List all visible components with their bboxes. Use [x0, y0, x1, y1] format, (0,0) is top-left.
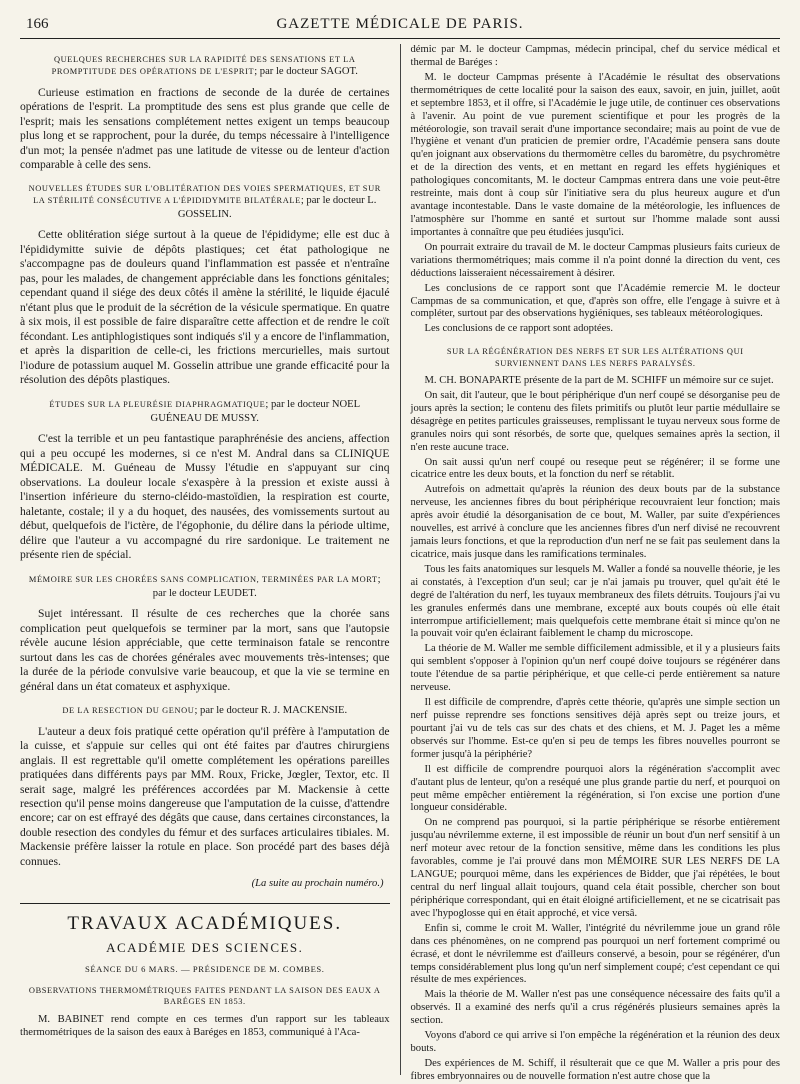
columns — [20, 44, 781, 1082]
article-paragraph: On sait, dit l'auteur, que le bout périphérique d'un nerf coupé se désorganise peu de jours après la section; le contenu des filets primitifs ou plutôt leur partie médullaire se désagrège en petites particules graisseuses, remplissant le tuyau nerveux sous forme de granules noirs qui sont résorbés, de sorte que, quelques semaines après la section, il n'en reste aucune trace. — [410, 389, 781, 453]
article-paragraph: L'auteur a deux fois pratiqué cette opération qu'il préfère à l'amputation de la cuisse, et s'appuie sur celles qui ont été faites par d'autres chirurgiens anglais. Il est regrettable qu'il omette complétement les opérations pareilles pratiquées dans différents pays par MM. Roux, Fricke, Jœgler, Textor, etc. Il serait sage, malgré les préférences accordées par M. Mackensie à cette resection qu'il pense moins dangereuse que l'amputation de la cuisse, d'attendre encore; car on est effrayé des dégâts que cause, dans certaines circonstances, la double resection des condyles du fémur et des surfaces articulaires tibiales. M. Mackensie préfère laisser la rotule en place. Son procédé part des bases déjà connues. — [20, 724, 390, 868]
continued-note: (La suite au prochain numéro.) — [251, 878, 384, 890]
left-column — [20, 44, 390, 1075]
academy-name: ACADÉMIE DES SCIENCES. — [106, 939, 304, 955]
page-number: 166 — [26, 16, 49, 32]
page-header — [20, 14, 780, 39]
article-title-gueneau: ÉTUDES SUR LA PLEURÉSIE DIAPHRAGMATIQUE; par le docteur NOEL GUÉNEAU DE MUSSY. — [49, 398, 361, 425]
article-paragraph: On pourrait extraire du travail de M. le docteur Campmas plusieurs faits curieux de variations thermométriques; mais comme il n'a point donné la direction du vent, ces déductions laisseraient nécessairement à désirer. — [410, 241, 781, 279]
article-title-sagot: QUELQUES RECHERCHES SUR LA RAPIDITÉ DES SENSATIONS ET LA PROMPTITUDE DES OPÉRATIONS DE L'ESPRIT; par le docteur SAGOT. — [51, 55, 358, 78]
right-column — [410, 44, 781, 1082]
section-heading: TRAVAUX ACADÉMIQUES. — [20, 903, 390, 936]
article-paragraph: On ne comprend pas pourquoi, si la partie périphérique se résorbe entièrement jusqu'au névrilemme externe, il est impossible de réunir un bout d'un nerf sensitif à un nerf moteur avec retour de la fonction sensitive, même dans les conditions les plus favorables, comme je l'ai prouvé dans mon MÉMOIRE SUR LES NERFS DE LA LANGUE; pourquoi même, dans les expériences de Bidder, que j'ai répétées, le bout central du nerf lingual allait toujours, quand cela était possible, chercher son bout périphérique correspondant, qui en était éloigné artificiellement, et ne se cicatrisait pas avec l'hypoglosse qui en était approché, et vice versâ. — [410, 817, 781, 919]
article-paragraph: M. CH. BONAPARTE présente de la part de M. SCHIFF un mémoire sur ce sujet. — [424, 374, 774, 386]
article-paragraph: La théorie de M. Waller me semble difficilement admissible, et il y a plusieurs faits qui semblent s'opposer à l'opinion qu'un nerf coupé doive toujours se régénérer dans toute l'étendue de sa partie périphérique, et que celle-ci perde entièrement sa nature nerveuse. — [410, 643, 781, 694]
article-paragraph: Il est difficile de comprendre, d'après cette théorie, qu'après une simple section un nerf puisse reprendre ses fonctions sensitives déjà après sept ou treize jours, et pourtant j'ai vu de tels cas sur des chats et des chiens, et M. J. Paget les a même observés sur l'homme. Est-ce qu'en si peu de temps les fibres nouvelles pourront se former jusqu'à la périphérie? — [410, 697, 781, 760]
article-paragraph: Les conclusions de ce rapport sont adoptées. — [424, 323, 614, 335]
article-paragraph: M. le docteur Campmas présente à l'Académie le résultat des observations thermométriques de cette localité pour la saison des eaux, savoir, en juin, juillet, août et septembre 1853, et il offre, si l'Académie le juge utile, de continuer ces observations à l'avenir. Au point de vue purement scientifique et pour les progrès de la météorologie, son travail serait d'une importance secondaire; mais au point de vue de l'hygiène et venant d'un praticien de premier ordre, l'Académie pensera sans doute qu'en joignant aux observations du thermomètre celles du baromètre, du psychromètre et de la direction des vents, et en mettant en regard les effets hygiéniques et pathologiques concomitants, M. le docteur Campmas entrera dans une voie peut-être restreinte, mais dont à coup sûr l'initiative sera du plus heureux augure et d'un avantage incontestable. Dans le vaste domaine de la météorologie, les influences de l'atmosphère sur l'homme en santé et surtout sur l'homme malade sont aussi importantes à connaître que peu étudiées jusqu'ici. — [410, 71, 781, 238]
article-paragraph: Les conclusions de ce rapport sont que l'Académie remercie M. le docteur Campmas de sa communication, et que, d'après son offre, elle l'engage à suivre et à compléter, surtout par des observations hygiéniques, ses tableaux météorologiques. — [410, 282, 781, 320]
session-line: SÉANCE DU 6 MARS. — PRÉSIDENCE DE M. COMBES. — [84, 964, 325, 975]
article-paragraph: Des expériences de M. Schiff, il résulterait que ce que M. Waller a pris pour des fibres embryonnaires ou de nouvelle formation n'est autre chose que la — [410, 1057, 781, 1082]
column-divider — [400, 44, 401, 1075]
article-paragraph: Cette oblitération siége surtout à la queue de l'épididyme; elle est duc à l'épididymitte suivie de dépôts plastiques; cet état pathologique ne s'accompagne pas de douleurs quand l'inflammation est passée et n'entraîne pas, pour les malades, de changement appréciable dans les fonctions génitales; cependant quand il siége des deux côtés il amène la stérilité, le liquide éjaculé n'étant plus que le produit de la sécrétion de la vésicule spermatique. En quatre à six mois, il est possible de faire disparaître cette affection et de rendre le coït fécondant. Les antiphlogistiques sont indiqués s'il y a encore de l'inflammation, et après la disparition de celle-ci, les frictions mercurielles, mais surtout l'iodure de potassium auquel M. Gosselin attribue une grande efficacité pour la résolution des dépôts plastiques. — [20, 228, 390, 387]
article-paragraph: Mais la théorie de M. Waller n'est pas une conséquence nécessaire des faits qu'il a observés. Il a examiné des nerfs qu'il a crus régénérés plusieurs semaines après la section. — [410, 989, 781, 1027]
article-title-observations: OBSERVATIONS THERMOMÉTRIQUES FAITES PENDANT LA SAISON DES EAUX A BARÉGES EN 1853. — [28, 985, 381, 1007]
article-paragraph: On sait aussi qu'un nerf coupé ou reseque peut se régénérer; il se forme une cicatrice entre les deux bouts, et la fonction du nerf se rétablit. — [410, 456, 781, 481]
article-paragraph: M. BABINET rend compte en ces termes d'un rapport sur les tableaux thermométriques de la saison des eaux à Baréges en 1853, communiqué à l'Aca- — [20, 1013, 390, 1038]
article-title-leudet: MÉMOIRE SUR LES CHORÉES SANS COMPLICATION, TERMINÉES PAR LA MORT; par le docteur LEUDET. — [28, 573, 381, 600]
article-paragraph: Tous les faits anatomiques sur lesquels M. Waller a fondé sa nouvelle théorie, je les ai constatés, à l'exception d'un seul; car je n'ai jamais pu trouver, quel qu'ait été le degré de l'altération du nerf, les tuyaux membraneux des filets détruits. Toujours j'ai vu les granules enfermés dans une membrane, excepté aux bouts coupés où elle était interrompue artificiellement; mais quelquefois cette membrane était si mince qu'on ne la pouvait voir qu'en éclairant faiblement le champ du microscope. — [410, 563, 781, 640]
article-paragraph: Enfin si, comme le croit M. Waller, l'intégrité du névrilemme joue un grand rôle dans ces phénomènes, on ne comprend pas pourquoi un nerf fortement comprimé ou écrasé, et dont le névrilemme est d'ailleurs conservé, a besoin, pour se régénérer, d'un temps considérablement plus long qu'un nerf simplement coupé; c'est cependant ce qui résulte de mes expériences. — [410, 922, 781, 986]
article-paragraph: C'est la terrible et un peu fantastique paraphrénésie des anciens, affection qui a peu occupé les modernes, si ce n'est M. Andral dans sa CLINIQUE MÉDICALE. M. Guéneau de Mussy l'étudie en s'appuyant sur cinq observations. La douleur locale s'exaspère à la pression et existe aussi à l'insertion inférieure du sterno-cléido-mastoïdien, la respiration est courte, haletante, costale; il y a du hoquet, des nausées, des vomissements surtout au début, quelquefois de l'ictère, de l'égophonie, du délire dans la période ultime, délire que l'auteur a vu accompagné du rire sardonique. Le traitement ne présente rien de spécial. — [20, 432, 390, 562]
article-paragraph: Voyons d'abord ce qui arrive si l'on empêche la régénération et la réunion des deux bouts. — [410, 1030, 781, 1055]
article-title-gosselin: NOUVELLES ÉTUDES SUR L'OBLITÉRATION DES VOIES SPERMATIQUES, ET SUR LA STÉRILITÉ CONSÉCUTIVE A L'ÉPIDIDYMITE BILATÉRALE; par le docteur L. GOSSELIN. — [28, 183, 381, 221]
article-paragraph: Sujet intéressant. Il résulte de ces recherches que la chorée sans complication peut quelquefois se terminer par la mort, sans que l'autopsie révèle aucune lésion appréciable, que cette terminaison fatale se rencontre surtout dans les cas de chorées générales avec mouvements très-intenses; que la durée de la période convulsive varie beaucoup, et que la vie se termine en général dans un état comateux et asphyxique. — [20, 607, 390, 693]
article-paragraph: Autrefois on admettait qu'après la réunion des deux bouts par de la substance nerveuse, les anciennes fibres du bout périphérique recouvraient leur fonction; mais après avoir étudié la désorganisation de ce bout, M. Waller, par suite d'expériences nouvelles, est arrivé à conclure que les anciennes fibres d'un nerf divisé ne recouvrent jamais leurs fonctions, et que la reproduction d'un nerf ne se fait pas seulement dans la cicatrice, mais jusque dans les ramifications terminales. — [410, 484, 781, 560]
article-paragraph: Il est difficile de comprendre pourquoi alors la régénération s'accomplit avec d'autant plus de lenteur, qu'on a reséqué une plus grande partie du nerf, et pourquoi on peut même empêcher entièrement la régénération, si l'on excise une portion d'une longueur considérable. — [410, 763, 781, 814]
journal-title: GAZETTE MÉDICALE DE PARIS. — [276, 16, 524, 32]
article-paragraph: démic par M. le docteur Campmas, médecin principal, chef du service médical et thermal de Baréges : — [410, 44, 781, 68]
article-title-mackensie: DE LA RESECTION DU GENOU; par le docteur R. J. MACKENSIE. — [62, 705, 348, 717]
article-paragraph: Curieuse estimation en fractions de seconde de la durée de certaines opérations de l'esprit. La promptitude des sens est plus grande que celle de l'esprit; mais les sensations complétement nettes exigent un temps beaucoup plus long et se rapprochent, pour la durée, du temps nécessaire à l'intelligence d'un mot; la pensée n'admet pas une latitude de vitesse ou de lenteur d'action comparable à celle des sens. — [20, 85, 390, 172]
article-title-nerfs: SUR LA RÉGÉNÉRATION DES NERFS ET SUR LES ALTÉRATIONS QUI SURVIENNENT DANS LES NERFS PARALYSÉS. — [446, 347, 744, 368]
